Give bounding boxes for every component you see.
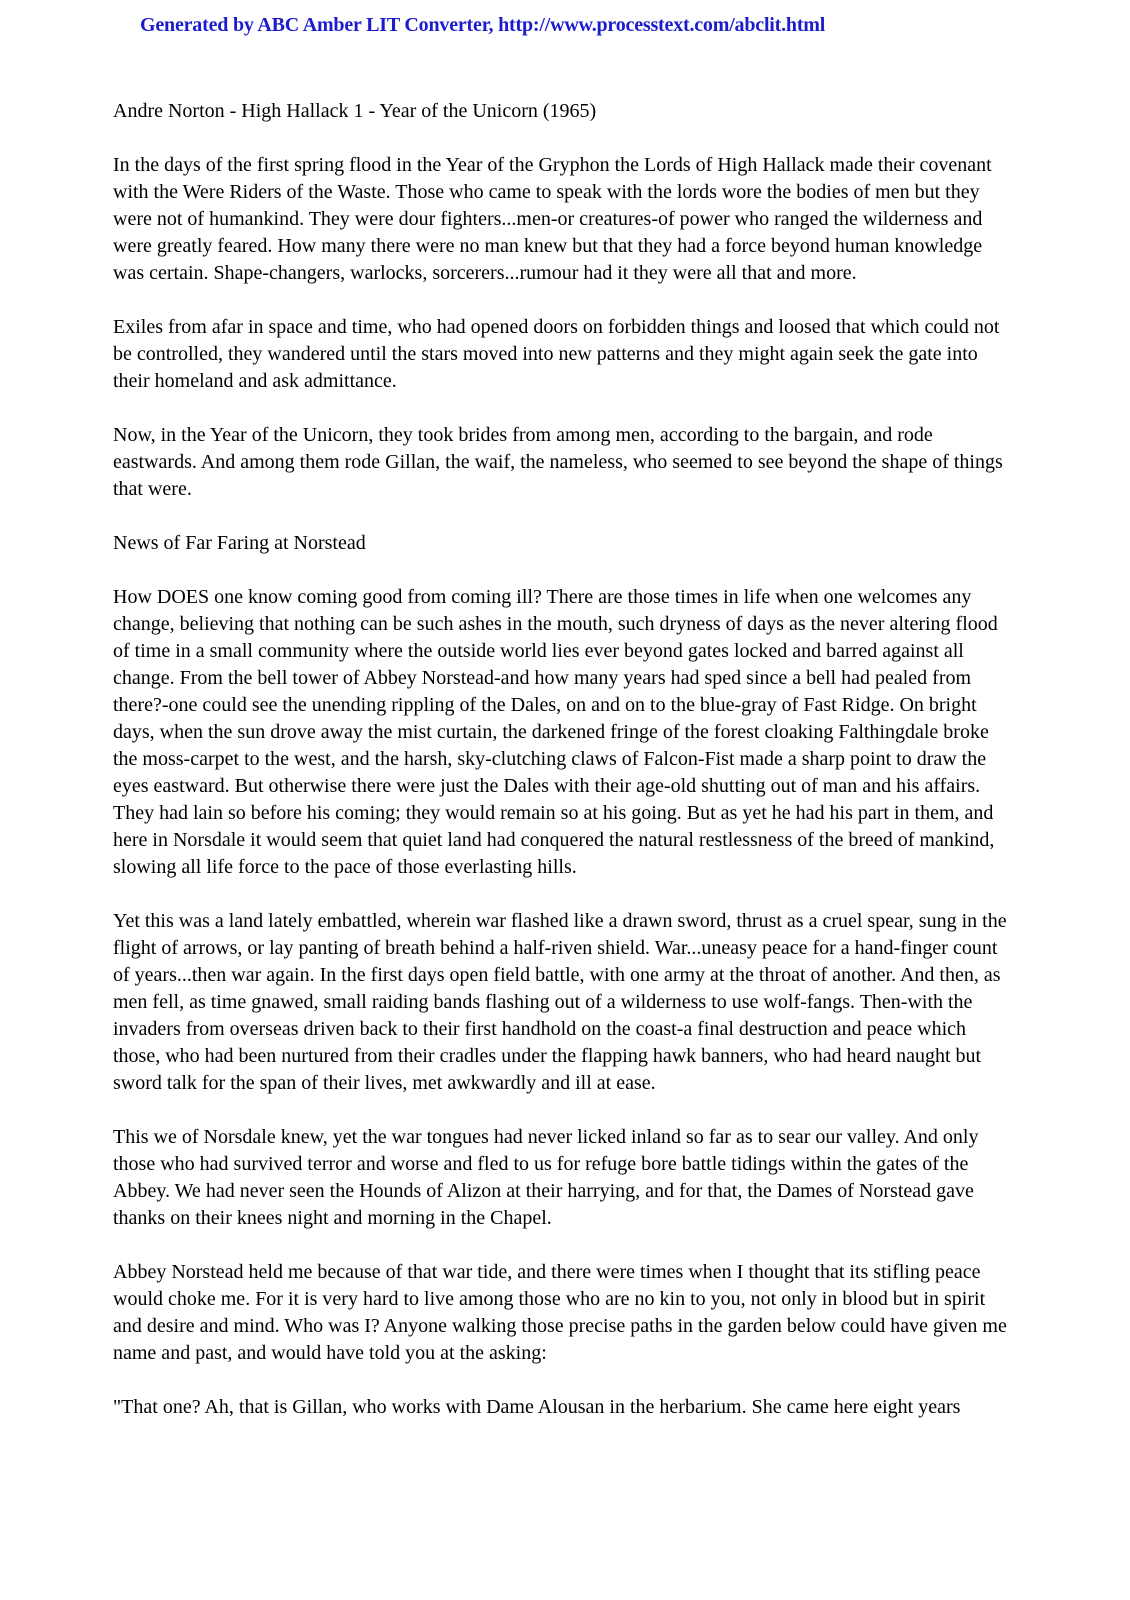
paragraph-prologue-2: Exiles from afar in space and time, who had opened doors on forbidden things and loosed that which could not be controlled, they wandered until the stars moved into new patterns and they might again seek the gate into their homeland and ask admittance.: [113, 316, 1000, 392]
section-heading: News of Far Faring at Norstead: [113, 532, 366, 554]
book-title: Andre Norton - High Hallack 1 - Year of the Unicorn (1965): [113, 100, 597, 122]
paragraph-chapter-4: Abbey Norstead held me because of that war tide, and there were times when I thought that its stifling peace would choke me. For it is very hard to live among those who are no kin to you, not only in blood but in spirit and desire and mind. Who was I? Anyone walking those precise paths in the garden below could have given me name and past, and would have told you at the asking:: [113, 1261, 1007, 1364]
paragraph-chapter-5-truncated: "That one? Ah, that is Gillan, who works with Dame Alousan in the herbarium. She came here eight years: [113, 1396, 961, 1418]
paragraph-chapter-2: Yet this was a land lately embattled, wherein war flashed like a drawn sword, thrust as a cruel spear, sung in the flight of arrows, or lay panting of breath behind a half-riven shield. War...uneasy peace for a hand-finger count of years...then war again. In the first days open field battle, with one army at the throat of another. And then, as men fell, as time gnawed, small raiding bands flashing out of a wilderness to use wolf-fangs. Then-with the invaders from overseas driven back to their first handhold on the coast-a final destruction and peace which those, who had been nurtured from their cradles under the flapping hawk banners, who had heard naught but sword talk for the span of their lives, met awkwardly and ill at ease.: [113, 910, 1007, 1094]
paragraph-prologue-3: Now, in the Year of the Unicorn, they took brides from among men, according to the bargain, and rode eastwards. And among them rode Gillan, the waif, the nameless, who seemed to see beyond the shape of things that were.: [113, 424, 1003, 500]
converter-credit-header: Generated by ABC Amber LIT Converter, http://www.processtext.com/abclit.html: [140, 14, 826, 36]
document-body: [113, 98, 1018, 1448]
paragraph-prologue-1: In the days of the first spring flood in the Year of the Gryphon the Lords of High Hallack made their covenant with the Were Riders of the Waste. Those who came to speak with the lords wore the bodies of men but they were not of humankind. They were dour fighters...men-or creatures-of power who ranged the wilderness and were greatly feared. How many there were no man knew but that they had a force beyond human knowledge was certain. Shape-changers, warlocks, sorcerers...rumour had it they were all that and more.: [113, 154, 992, 284]
paragraph-chapter-1: How DOES one know coming good from coming ill? There are those times in life when one welcomes any change, believing that nothing can be such ashes in the mouth, such dryness of days as the never altering flood of time in a small community where the outside world lies ever beyond gates locked and barred against all change. From the bell tower of Abbey Norstead-and how many years had sped since a bell had pealed from there?-one could see the unending rippling of the Dales, on and on to the blue-gray of Fast Ridge. On bright days, when the sun drove away the mist curtain, the darkened fringe of the forest cloaking Falthingdale broke the moss-carpet to the west, and the harsh, sky-clutching claws of Falcon-Fist made a sharp point to draw the eyes eastward. But otherwise there were just the Dales with their age-old shutting out of man and his affairs. They had lain so before his coming; they would remain so at his going. But as yet he had his part in them, and here in Norsdale it would seem that quiet land had conquered the natural restlessness of the breed of mankind, slowing all life force to the pace of those everlasting hills.: [113, 586, 998, 878]
paragraph-chapter-3: This we of Norsdale knew, yet the war tongues had never licked inland so far as to sear our valley. And only those who had survived terror and worse and fled to us for refuge bore battle tidings within the gates of the Abbey. We had never seen the Hounds of Alizon at their harrying, and for that, the Dames of Norstead gave thanks on their knees night and morning in the Chapel.: [113, 1126, 979, 1229]
